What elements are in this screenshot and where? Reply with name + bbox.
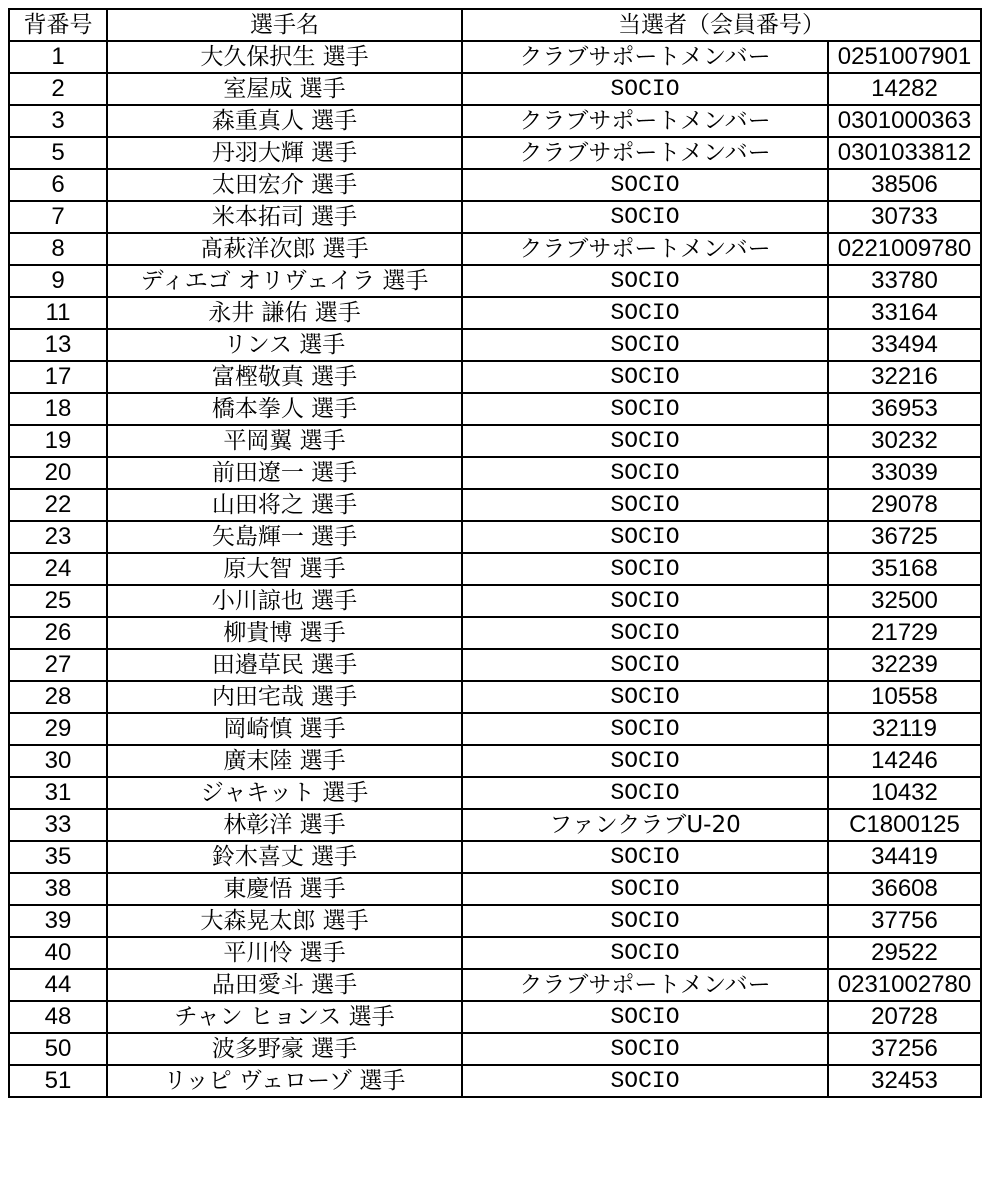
player-name-cell: 東慶悟 選手 [107,873,462,905]
player-name-cell: 丹羽大輝 選手 [107,137,462,169]
player-name-cell: 小川諒也 選手 [107,585,462,617]
membership-type-cell: SOCIO [462,649,828,681]
player-name-cell: ディエゴ オリヴェイラ 選手 [107,265,462,297]
member-number-cell: 35168 [828,553,981,585]
member-number-cell: 29522 [828,937,981,969]
table-row [9,969,981,1001]
player-name-cell: ジャキット 選手 [107,777,462,809]
player-name-cell: 鈴木喜丈 選手 [107,841,462,873]
jersey-number-cell: 3 [9,105,107,137]
table-row [9,457,981,489]
membership-type-cell: SOCIO [462,201,828,233]
player-name-cell: 米本拓司 選手 [107,201,462,233]
player-name-cell: 柳貴博 選手 [107,617,462,649]
membership-type-cell: SOCIO [462,617,828,649]
member-number-cell: 36725 [828,521,981,553]
table-row [9,745,981,777]
member-number-cell: 37756 [828,905,981,937]
header-number: 背番号 [9,9,107,41]
table-row [9,201,981,233]
member-number-cell: 32239 [828,649,981,681]
player-name-cell: チャン ヒョンス 選手 [107,1001,462,1033]
jersey-number-cell: 30 [9,745,107,777]
member-number-cell: 0301000363 [828,105,981,137]
player-name-cell: 橋本拳人 選手 [107,393,462,425]
player-name-cell: 波多野豪 選手 [107,1033,462,1065]
player-name-cell: 矢島輝一 選手 [107,521,462,553]
table-row [9,41,981,73]
table-row [9,905,981,937]
table-row [9,233,981,265]
jersey-number-cell: 24 [9,553,107,585]
table-row [9,169,981,201]
member-number-cell: 29078 [828,489,981,521]
member-number-cell: 32453 [828,1065,981,1097]
player-name-cell: 前田遼一 選手 [107,457,462,489]
member-number-cell: 36608 [828,873,981,905]
member-number-cell: 21729 [828,617,981,649]
table-row [9,425,981,457]
jersey-number-cell: 13 [9,329,107,361]
jersey-number-cell: 23 [9,521,107,553]
jersey-number-cell: 25 [9,585,107,617]
membership-type-cell: SOCIO [462,265,828,297]
table-row [9,1033,981,1065]
membership-type-cell: SOCIO [462,745,828,777]
table-row [9,937,981,969]
member-number-cell: 37256 [828,1033,981,1065]
table-row [9,137,981,169]
table-row [9,873,981,905]
member-number-cell: 33039 [828,457,981,489]
membership-type-cell: SOCIO [462,361,828,393]
membership-type-cell: SOCIO [462,937,828,969]
jersey-number-cell: 51 [9,1065,107,1097]
jersey-number-cell: 11 [9,297,107,329]
table-row [9,361,981,393]
member-number-cell: 30232 [828,425,981,457]
membership-type-cell: クラブサポートメンバー [462,41,828,73]
table-row [9,489,981,521]
membership-type-cell: SOCIO [462,1001,828,1033]
table-row [9,521,981,553]
player-name-cell: 山田将之 選手 [107,489,462,521]
player-name-cell: 内田宅哉 選手 [107,681,462,713]
table-row [9,809,981,841]
jersey-number-cell: 40 [9,937,107,969]
jersey-number-cell: 31 [9,777,107,809]
player-name-cell: 林彰洋 選手 [107,809,462,841]
player-name-cell: 原大智 選手 [107,553,462,585]
table-row [9,713,981,745]
player-name-cell: リンス 選手 [107,329,462,361]
membership-type-cell: SOCIO [462,457,828,489]
membership-type-cell: SOCIO [462,873,828,905]
jersey-number-cell: 33 [9,809,107,841]
member-number-cell: 10432 [828,777,981,809]
member-number-cell: 32216 [828,361,981,393]
membership-type-cell: SOCIO [462,489,828,521]
membership-type-cell: ファンクラブU-20 [462,809,828,841]
member-number-cell: 20728 [828,1001,981,1033]
table-row [9,329,981,361]
jersey-number-cell: 6 [9,169,107,201]
jersey-number-cell: 27 [9,649,107,681]
jersey-number-cell: 26 [9,617,107,649]
table-row [9,265,981,297]
jersey-number-cell: 9 [9,265,107,297]
member-number-cell: 10558 [828,681,981,713]
jersey-number-cell: 1 [9,41,107,73]
table-row [9,1001,981,1033]
membership-type-cell: SOCIO [462,553,828,585]
membership-type-cell: SOCIO [462,521,828,553]
membership-type-cell: SOCIO [462,169,828,201]
table-row [9,617,981,649]
jersey-number-cell: 22 [9,489,107,521]
table-row [9,553,981,585]
table-row [9,1065,981,1097]
table-row [9,841,981,873]
player-name-cell: 大久保択生 選手 [107,41,462,73]
member-number-cell: 33494 [828,329,981,361]
player-name-cell: 永井 謙佑 選手 [107,297,462,329]
member-number-cell: 14246 [828,745,981,777]
membership-type-cell: クラブサポートメンバー [462,105,828,137]
membership-type-cell: SOCIO [462,713,828,745]
player-name-cell: 富樫敬真 選手 [107,361,462,393]
member-number-cell: C1800125 [828,809,981,841]
member-number-cell: 14282 [828,73,981,105]
member-number-cell: 0301033812 [828,137,981,169]
jersey-number-cell: 28 [9,681,107,713]
membership-type-cell: SOCIO [462,585,828,617]
member-number-cell: 0231002780 [828,969,981,1001]
membership-type-cell: SOCIO [462,1065,828,1097]
membership-type-cell: SOCIO [462,681,828,713]
header-winner: 当選者（会員番号） [462,9,981,41]
jersey-number-cell: 5 [9,137,107,169]
player-name-cell: 室屋成 選手 [107,73,462,105]
table-row [9,649,981,681]
jersey-number-cell: 29 [9,713,107,745]
jersey-number-cell: 19 [9,425,107,457]
jersey-number-cell: 38 [9,873,107,905]
player-name-cell: 髙萩洋次郎 選手 [107,233,462,265]
membership-type-cell: SOCIO [462,329,828,361]
membership-type-cell: SOCIO [462,393,828,425]
membership-type-cell: SOCIO [462,1033,828,1065]
membership-type-cell: クラブサポートメンバー [462,969,828,1001]
jersey-number-cell: 48 [9,1001,107,1033]
membership-type-cell: SOCIO [462,425,828,457]
member-number-cell: 32500 [828,585,981,617]
player-name-cell: 田邉草民 選手 [107,649,462,681]
member-number-cell: 30733 [828,201,981,233]
member-number-cell: 32119 [828,713,981,745]
jersey-number-cell: 7 [9,201,107,233]
membership-type-cell: クラブサポートメンバー [462,137,828,169]
member-number-cell: 33164 [828,297,981,329]
membership-type-cell: SOCIO [462,905,828,937]
player-name-cell: 岡崎慎 選手 [107,713,462,745]
jersey-number-cell: 35 [9,841,107,873]
member-number-cell: 34419 [828,841,981,873]
table-row [9,777,981,809]
jersey-number-cell: 39 [9,905,107,937]
header-row [9,9,981,41]
player-name-cell: 太田宏介 選手 [107,169,462,201]
jersey-number-cell: 17 [9,361,107,393]
player-name-cell: 森重真人 選手 [107,105,462,137]
table-row [9,105,981,137]
table-row [9,297,981,329]
member-number-cell: 0251007901 [828,41,981,73]
member-number-cell: 0221009780 [828,233,981,265]
player-name-cell: 平川怜 選手 [107,937,462,969]
table-row [9,393,981,425]
player-name-cell: 品田愛斗 選手 [107,969,462,1001]
jersey-number-cell: 18 [9,393,107,425]
winners-table [8,8,982,1098]
membership-type-cell: SOCIO [462,777,828,809]
header-player: 選手名 [107,9,462,41]
jersey-number-cell: 2 [9,73,107,105]
jersey-number-cell: 50 [9,1033,107,1065]
player-name-cell: 大森晃太郎 選手 [107,905,462,937]
table-row [9,73,981,105]
table-row [9,681,981,713]
player-name-cell: 平岡翼 選手 [107,425,462,457]
jersey-number-cell: 44 [9,969,107,1001]
member-number-cell: 36953 [828,393,981,425]
membership-type-cell: SOCIO [462,73,828,105]
player-name-cell: 廣末陸 選手 [107,745,462,777]
membership-type-cell: SOCIO [462,297,828,329]
member-number-cell: 38506 [828,169,981,201]
table-row [9,585,981,617]
member-number-cell: 33780 [828,265,981,297]
jersey-number-cell: 8 [9,233,107,265]
jersey-number-cell: 20 [9,457,107,489]
membership-type-cell: SOCIO [462,841,828,873]
membership-type-cell: クラブサポートメンバー [462,233,828,265]
player-name-cell: リッピ ヴェローゾ 選手 [107,1065,462,1097]
